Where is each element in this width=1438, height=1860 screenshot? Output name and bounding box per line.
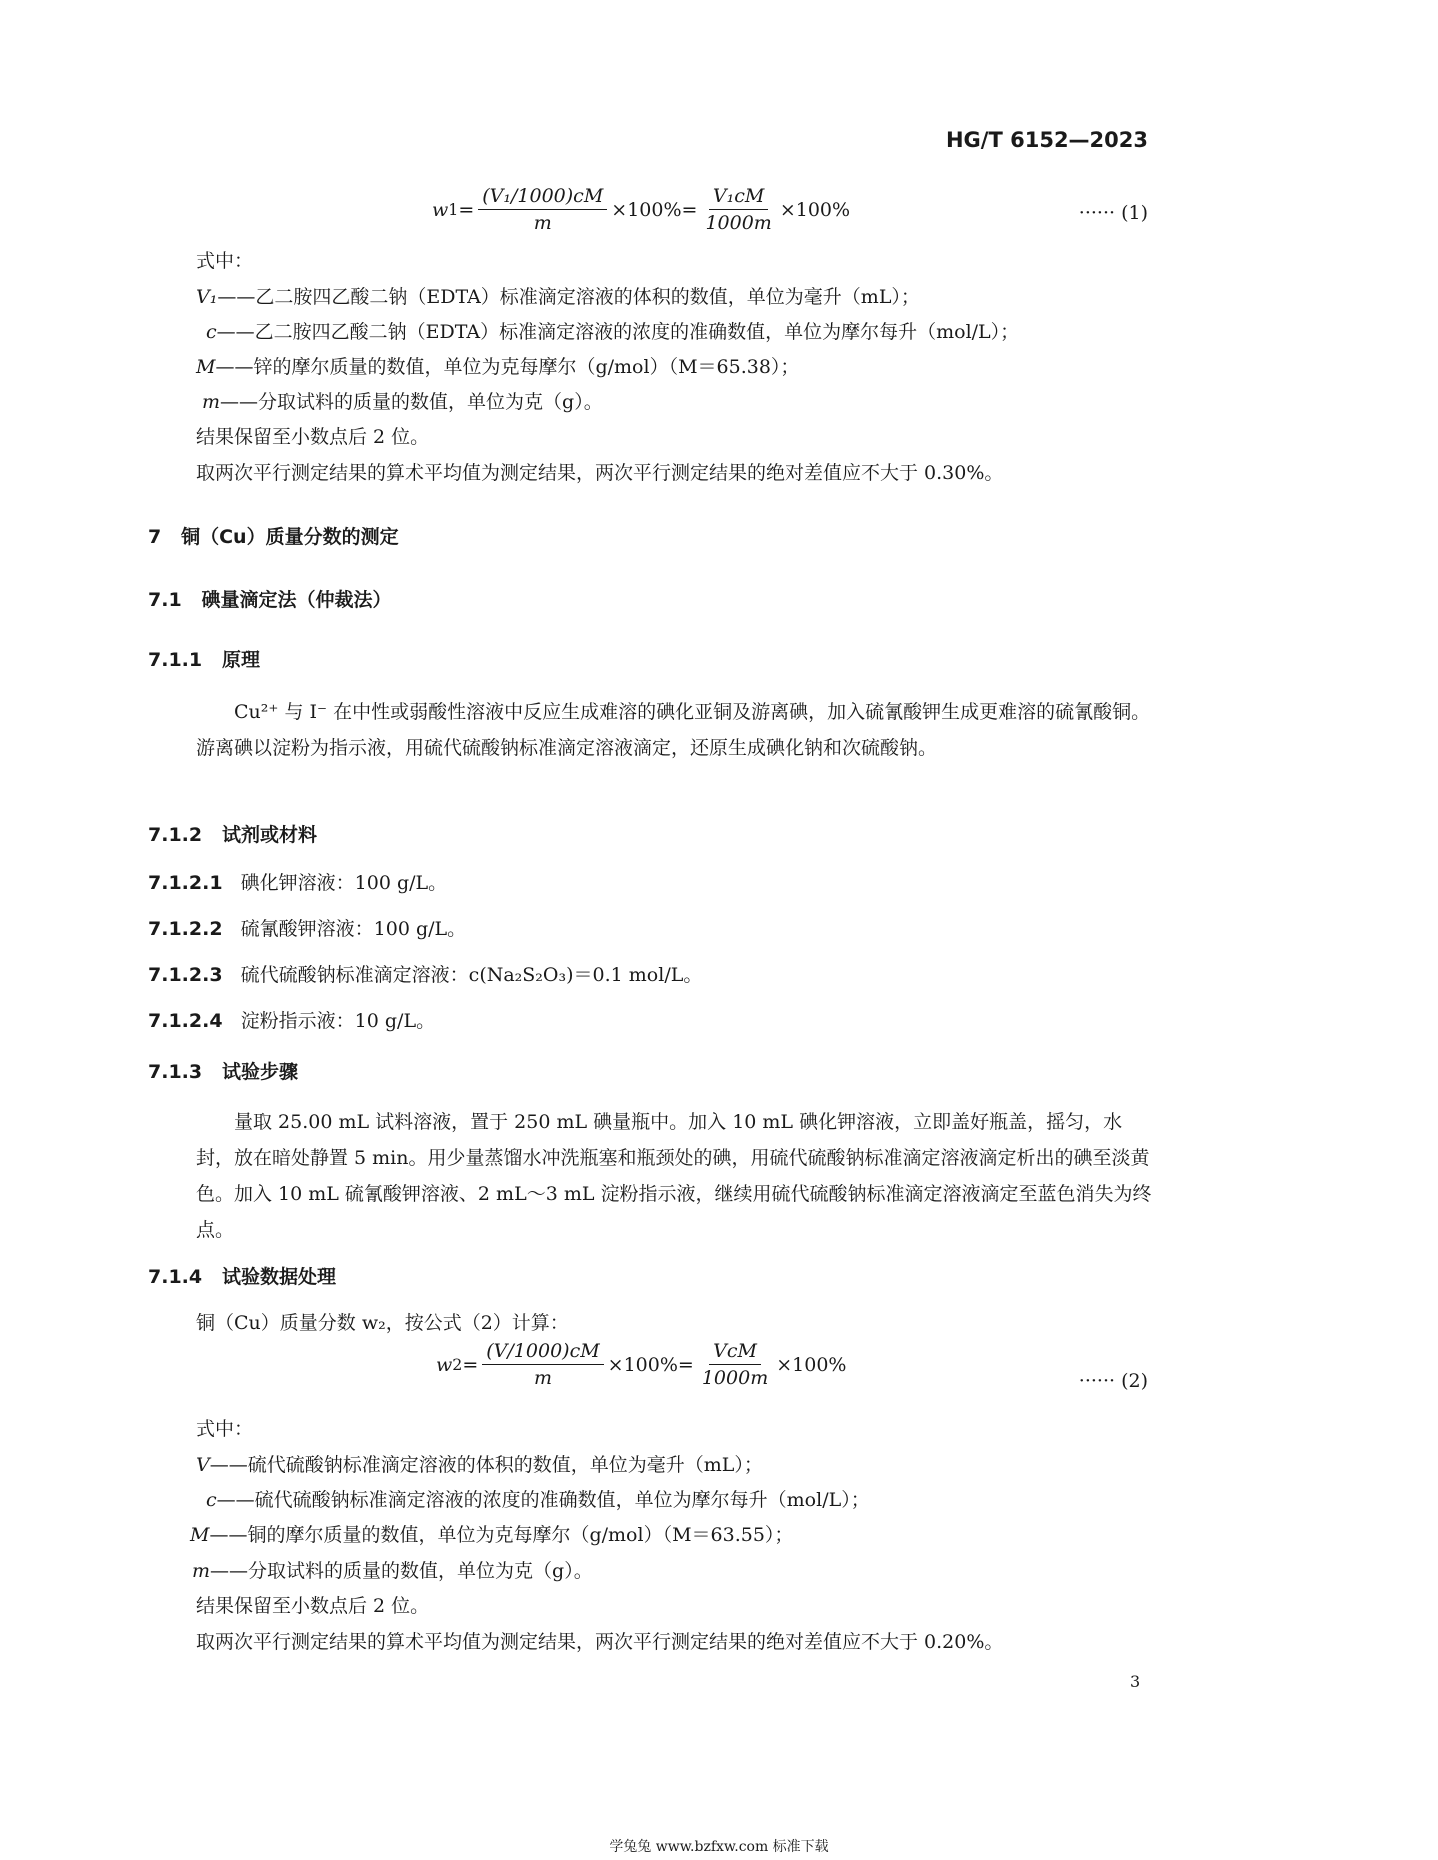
formula-2-frac-2-num: VcM: [709, 1340, 761, 1365]
formula-2-frac-1-num: (V/1000)cM: [482, 1340, 603, 1365]
section-7-1-heading: 7.1 碘量滴定法（仲裁法）: [148, 589, 392, 611]
formula-2-frac-1: [482, 1340, 603, 1389]
formula-1-frac-2-num: V₁cM: [709, 185, 768, 210]
calc-intro: 铜（Cu）质量分数 w₂，按公式（2）计算：: [196, 1312, 569, 1334]
formula-2-eq2: =: [677, 1353, 694, 1376]
section-7-1-1-heading: 7.1.1 原理: [148, 649, 260, 671]
standard-code: HG/T 6152—2023: [945, 128, 1148, 152]
formula-1-frac-2: [701, 185, 775, 234]
def-2-m: m——分取试料的质量的数值，单位为克（g）。: [192, 1560, 593, 1582]
where-label-2: 式中：: [196, 1418, 254, 1440]
def-2-M: M——铜的摩尔质量的数值，单位为克每摩尔（g/mol）（M＝63.55）；: [190, 1524, 794, 1546]
formula-2-number: ······ (2): [1078, 1370, 1148, 1392]
footer-watermark: 学兔兔 www.bzfxw.com 标准下载: [609, 1839, 829, 1855]
result-note-1: 结果保留至小数点后 2 位。: [196, 426, 430, 448]
formula-1-eq: =: [458, 198, 475, 221]
reagent-item: 7.1.2.1 碘化钾溶液：100 g/L。: [148, 872, 448, 894]
def-1-v1: V₁——乙二胺四乙酸二钠（EDTA）标准滴定溶液的体积的数值，单位为毫升（mL）；: [196, 286, 920, 308]
formula-1-lhs: w: [432, 198, 449, 221]
def-1-M: M——锌的摩尔质量的数值，单位为克每摩尔（g/mol）（M＝65.38）；: [196, 356, 800, 378]
result-note-2: 结果保留至小数点后 2 位。: [196, 1595, 430, 1617]
section-7-heading: 7 铜（Cu）质量分数的测定: [148, 526, 399, 548]
section-7-1-2-heading: 7.1.2 试剂或材料: [148, 824, 317, 846]
formula-1-frac-1-num: (V₁/1000)cM: [478, 185, 607, 210]
formula-2-frac-1-den: m: [533, 1367, 552, 1389]
where-label-1: 式中：: [196, 250, 254, 272]
def-2-V: V——硫代硫酸钠标准滴定溶液的体积的数值，单位为毫升（mL）；: [196, 1454, 763, 1476]
def-1-c: c——乙二胺四乙酸二钠（EDTA）标准滴定溶液的浓度的准确数值，单位为摩尔每升（mol/L）；: [206, 321, 1020, 343]
section-7-1-3-heading: 7.1.3 试验步骤: [148, 1061, 298, 1083]
formula-2-eq: =: [462, 1353, 479, 1376]
formula-1-times2: ×100%: [779, 198, 851, 221]
formula-1-number: ······ (1): [1078, 202, 1148, 224]
formula-1-times: ×100%: [611, 198, 682, 221]
formula-2: [436, 1340, 846, 1389]
formula-2-frac-2-den: 1000m: [701, 1367, 769, 1389]
page-number: 3: [1130, 1672, 1141, 1691]
formula-1-lhs-sub: 1: [448, 200, 459, 219]
formula-1-frac-1-den: m: [533, 212, 552, 234]
formula-1-frac-1: [478, 185, 607, 234]
formula-2-frac-2: [698, 1340, 772, 1389]
tolerance-2: 取两次平行测定结果的算术平均值为测定结果，两次平行测定结果的绝对差值应不大于 0.20%。: [196, 1631, 1004, 1653]
reagent-item: 7.1.2.2 硫氰酸钾溶液：100 g/L。: [148, 918, 467, 940]
def-2-c: c——硫代硫酸钠标准滴定溶液的浓度的准确数值，单位为摩尔每升（mol/L）；: [206, 1489, 870, 1511]
def-1-m: m——分取试料的质量的数值，单位为克（g）。: [202, 391, 603, 413]
formula-1-eq2: =: [681, 198, 698, 221]
formula-2-times: ×100%: [607, 1353, 678, 1376]
reagent-item: 7.1.2.3 硫代硫酸钠标准滴定溶液：c(Na₂S₂O₃)＝0.1 mol/L。: [148, 964, 703, 986]
formula-1-frac-2-den: 1000m: [705, 212, 772, 234]
section-7-1-4-heading: 7.1.4 试验数据处理: [148, 1266, 336, 1288]
tolerance-1: 取两次平行测定结果的算术平均值为测定结果，两次平行测定结果的绝对差值应不大于 0.30%。: [196, 462, 1004, 484]
formula-2-lhs-sub: 2: [452, 1355, 463, 1374]
formula-1: [432, 185, 850, 234]
formula-2-lhs: w: [436, 1353, 453, 1376]
principle-paragraph: Cu²⁺ 与 I⁻ 在中性或弱酸性溶液中反应生成难溶的碘化亚铜及游离碘，加入硫氰酸钾生成更难溶的硫氰酸铜。游离碘以淀粉为指示液，用硫代硫酸钠标准滴定溶液滴定，还原生成碘化钠和次硫酸钠。: [196, 701, 1151, 759]
procedure-paragraph: 量取 25.00 mL 试料溶液，置于 250 mL 碘量瓶中。加入 10 mL 碘化钾溶液，立即盖好瓶盖，摇匀，水封，放在暗处静置 5 min。用少量蒸馏水冲洗瓶塞和瓶颈处的碘，用硫代硫酸钠标准滴定溶液滴定析出的碘至淡黄色。加入 10 mL 硫氰酸钾溶液、2 mL～3 mL 淀粉指示液，继续用硫代硫酸钠标准滴定溶液滴定至蓝色消失为终点。: [196, 1111, 1152, 1241]
reagent-item: 7.1.2.4 淀粉指示液：10 g/L。: [148, 1010, 436, 1032]
formula-2-times2: ×100%: [776, 1353, 847, 1376]
